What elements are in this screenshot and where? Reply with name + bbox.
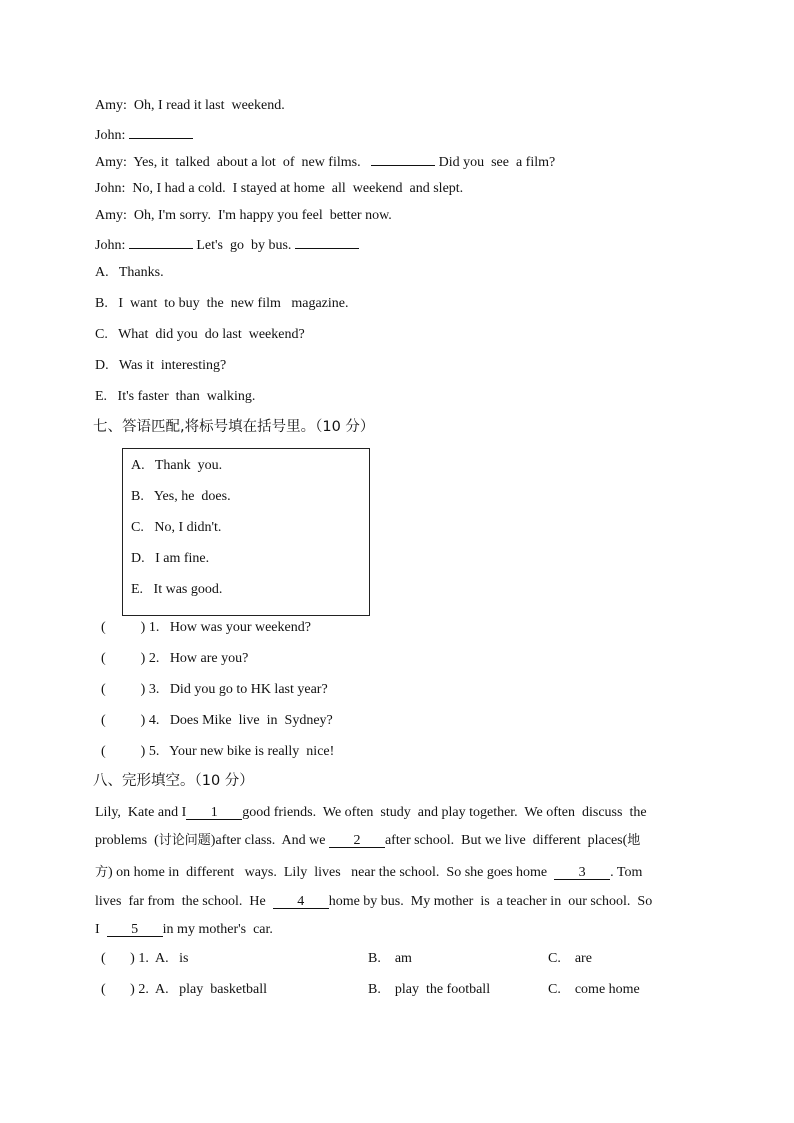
answer-blank	[129, 125, 193, 139]
cloze-blank-2: 2	[329, 834, 385, 848]
dialogue-line-5: Amy: Oh, I'm sorry. I'm happy you feel better now.	[95, 208, 392, 223]
cloze-text: in my mother's car.	[162, 922, 273, 937]
cloze-blank-1: 1	[186, 806, 242, 820]
cloze-text: I	[95, 922, 100, 937]
dialogue-line-3	[95, 152, 555, 172]
cloze-line-3	[95, 864, 642, 882]
dialogue-line-1: Amy: Oh, I read it last weekend.	[95, 98, 285, 113]
cloze-text: . Tom	[610, 865, 643, 880]
cloze-q1-a: ( ) 1. A. is	[101, 951, 189, 966]
cloze-blank-3: 3	[554, 866, 610, 880]
dialogue-text: Let's go by bus.	[196, 238, 292, 253]
cloze-text-chinese: 方	[95, 865, 109, 880]
cloze-q1-c: C. are	[548, 951, 592, 966]
cloze-blank-4: 4	[273, 895, 329, 909]
cloze-q1-b: B. am	[368, 951, 412, 966]
option-a: A. Thanks.	[95, 265, 164, 280]
cloze-text: )after class. And we	[210, 833, 326, 848]
cloze-q2-b: B. play the football	[368, 982, 491, 997]
cloze-q2-c: C. come home	[548, 982, 640, 997]
cloze-line-1	[95, 804, 647, 822]
box-item-c: C. No, I didn't.	[131, 520, 222, 535]
match-question-4: ( ) 4. Does Mike live in Sydney?	[101, 713, 333, 728]
answer-blank	[129, 235, 193, 249]
option-e: E. It's faster than walking.	[95, 389, 256, 404]
option-b: B. I want to buy the new film magazine.	[95, 296, 349, 311]
match-question-3: ( ) 3. Did you go to HK last year?	[101, 682, 328, 697]
speaker-label: John:	[95, 238, 126, 253]
cloze-line-2	[95, 832, 640, 850]
cloze-text: good friends. We often study and play together. We often discuss the	[242, 805, 647, 820]
cloze-line-5	[95, 921, 273, 939]
box-item-a: A. Thank you.	[131, 458, 223, 473]
cloze-text: home by bus. My mother is a teacher in our school. So	[328, 894, 653, 909]
cloze-text-chinese: 讨论问题	[158, 833, 211, 848]
speaker-label: John:	[95, 128, 126, 143]
answer-blank	[295, 235, 359, 249]
dialogue-line-4: John: No, I had a cold. I stayed at home all weekend and slept.	[95, 181, 464, 196]
box-item-e: E. It was good.	[131, 582, 223, 597]
dialogue-text: Did you see a film?	[438, 155, 556, 170]
box-item-b: B. Yes, he does.	[131, 489, 231, 504]
cloze-text: after school. But we live different places(	[384, 833, 628, 848]
cloze-text: Lily, Kate and I	[95, 805, 187, 820]
option-c: C. What did you do last weekend?	[95, 327, 305, 342]
cloze-text-chinese: 地	[627, 833, 641, 848]
dialogue-line-6	[95, 235, 359, 255]
cloze-line-4	[95, 893, 652, 911]
answer-blank	[371, 152, 435, 166]
match-question-1: ( ) 1. How was your weekend?	[101, 620, 311, 635]
cloze-text: lives far from the school. He	[95, 894, 266, 909]
box-item-d: D. I am fine.	[131, 551, 210, 566]
option-d: D. Was it interesting?	[95, 358, 227, 373]
dialogue-text: Amy: Yes, it talked about a lot of new films.	[95, 155, 361, 170]
cloze-blank-5: 5	[107, 923, 163, 937]
dialogue-line-2	[95, 125, 193, 145]
match-question-2: ( ) 2. How are you?	[101, 651, 249, 666]
section-7-title: 七、答语匹配,将标号填在括号里。（10 分）	[93, 419, 375, 435]
section-8-title: 八、完形填空。（10 分）	[93, 773, 254, 789]
cloze-text: ) on home in different ways. Lily lives near the school. So she goes home	[108, 865, 548, 880]
cloze-text: problems (	[95, 833, 159, 848]
cloze-q2-a: ( ) 2. A. play basketball	[101, 982, 268, 997]
match-question-5: ( ) 5. Your new bike is really nice!	[101, 744, 335, 759]
